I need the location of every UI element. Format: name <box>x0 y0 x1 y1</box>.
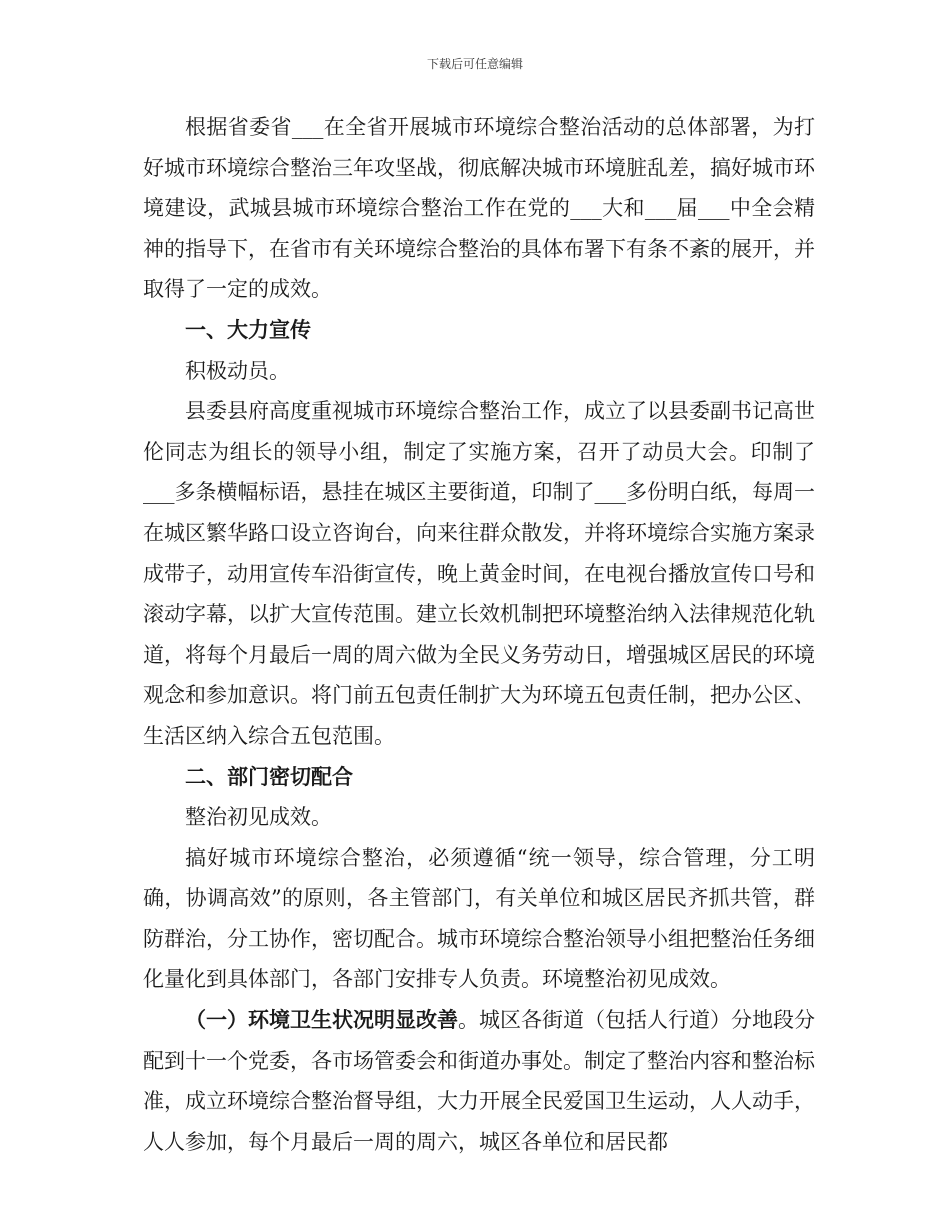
subsection-lead: （一）环境卫生状况明显改善 <box>185 1007 458 1033</box>
section-heading-1: 一、大力宣传 <box>185 316 311 342</box>
paragraph-intro: 根据省委省___在全省开展城市环境综合整治活动的总体部署，为打好城市环境综合整治三年攻坚战，彻底解决城市环境脏乱差，搞好城市环境建设，武城县城市环境综合整治工作在党的___大和___届___中全会精神的指导下，在省市有关环境综合整治的具体布署下有条不紊的展开，并取得了一定的成效。 <box>143 115 815 302</box>
paragraph-cooperation: 搞好城市环境综合整治，必须遵循“统一领导，综合管理，分工明确，协调高效”的原则，各主管部门，有关单位和城区居民齐抓共管，群防群治，分工协作，密切配合。城市环境综合整治领导小组把整治任务细化量化到具体部门，各部门安排专人负责。环境整治初见成效。 <box>143 845 815 992</box>
paragraph-results: 整治初见成效。 <box>185 805 332 830</box>
subsection-body: 。城区各街道（包括人行道）分地段分配到十一个党委，各市场管委会和街道办事处。制定了整治内容和整治标准，成立环境综合整治督导组，大力开展全民爱国卫生运动，人人动手，人人参加，每个月最后一周的周六，城区各单位和居民都 <box>143 1008 815 1154</box>
paragraph-publicity: 县委县府高度重视城市环境综合整治工作，成立了以县委副书记高世伦同志为组长的领导小组，制定了实施方案，召开了动员大会。印制了___多条横幅标语，悬挂在城区主要街道，印制了___多份明白纸，每周一在城区繁华路口设立咨询台，向来往群众散发，并将环境综合实施方案录成带子，动用宣传车沿街宣传，晚上黄金时间，在电视台播放宣传口号和滚动字幕，以扩大宣传范围。建立长效机制把环境整治纳入法律规范化轨道，将每个月最后一周的周六做为全民义务劳动日，增强城区居民的环境观念和参加意识。将门前五包责任制扩大为环境五包责任制，把办公区、生活区纳入综合五包范围。 <box>143 399 815 748</box>
document-body <box>143 107 815 1162</box>
paragraph-mobilize: 积极动员。 <box>185 358 290 383</box>
section-heading-2: 二、部门密切配合 <box>185 763 353 789</box>
page-header: 下载后可任意编辑 <box>426 57 523 71</box>
paragraph-sanitation <box>143 1000 815 1162</box>
